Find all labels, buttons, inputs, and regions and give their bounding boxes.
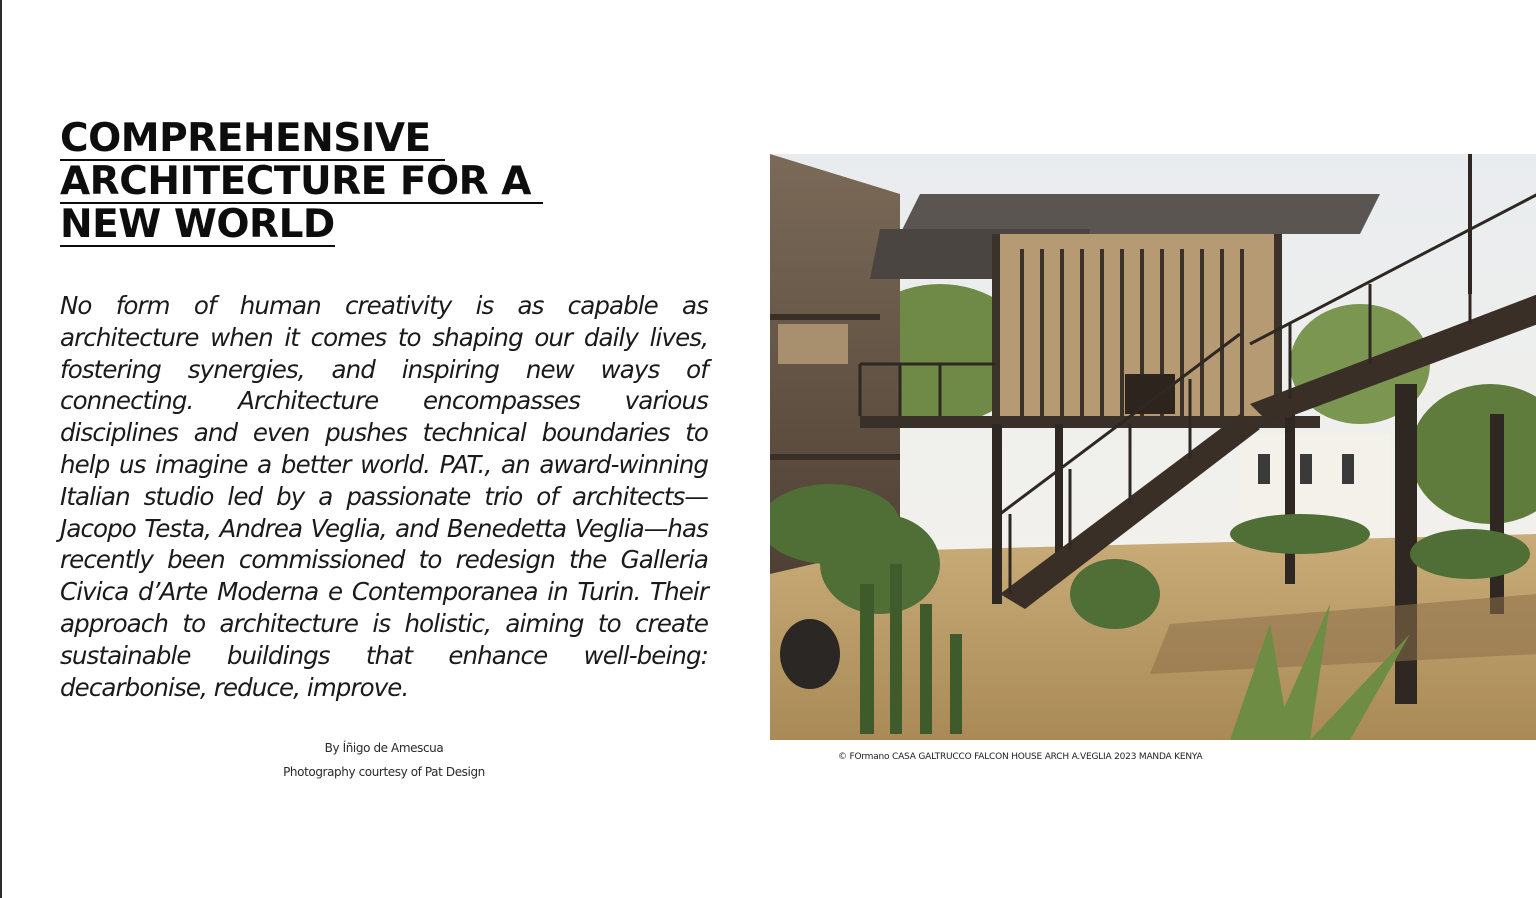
article-headline: [60, 118, 580, 247]
headline-line-3: NEW WORLD: [60, 202, 335, 247]
byline-author: By Íñigo de Amescua: [324, 741, 444, 755]
photo-caption: © FOrmano CASA GALTRUCCO FALCON HOUSE ARCH A.VEGLIA 2023 MANDA KENYA: [838, 752, 1203, 762]
article-photo: [770, 154, 1536, 740]
headline-line-2: ARCHITECTURE FOR A: [60, 161, 543, 204]
byline-photo-credit: Photography courtesy of Pat Design: [283, 765, 485, 779]
headline-line-1: COMPREHENSIVE: [60, 118, 445, 161]
article-body: No form of human creativity is as capable as architecture when it comes to shaping our daily lives, fostering synergies, and inspiring new ways of connecting. Architecture encompasses various disciplines and even pushes technical boundaries to help us imagine a better world. PAT., an award-winning Italian studio led by a passionate trio of architects—Jacopo Testa, Andrea Veglia, and Benedetta Veglia—has recently been commissioned to redesign the Galleria Civica d’Arte Moderna e Contemporanea in Turin. Their approach to architecture is holistic, aiming to create sustainable buildings that enhance well-being: decarbonise, reduce, improve.: [60, 291, 708, 702]
house-photo-illustration: [770, 154, 1536, 740]
byline: [234, 736, 534, 784]
